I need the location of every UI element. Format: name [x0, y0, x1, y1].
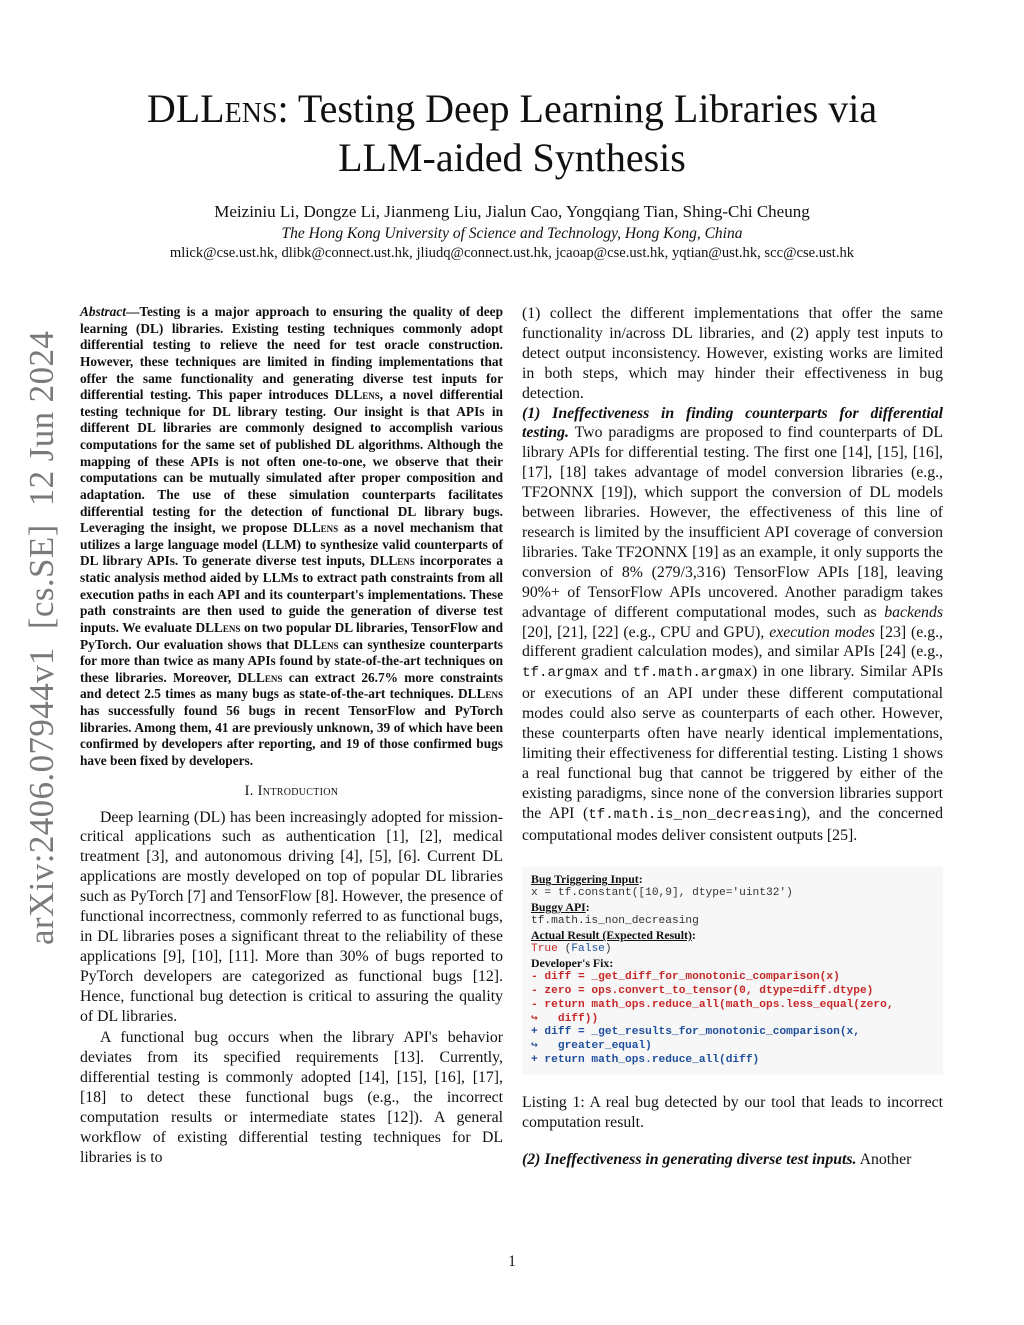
arxiv-category: [cs.SE]: [22, 524, 61, 630]
arxiv-side-stamp: [22, 330, 68, 945]
author-list: Meiziniu Li, Dongze Li, Jianmeng Liu, Jialun Cao, Yongqiang Tian, Shing-Chi Cheung: [214, 202, 810, 221]
listing-1-code-box: [522, 867, 943, 1075]
challenge-2-heading: (2) Ineffectiveness in generating diverse test inputs.: [522, 1150, 857, 1168]
abstract-label: Abstract: [80, 304, 126, 319]
listing-fix-label: Developer's Fix:: [531, 955, 614, 970]
paper-title: [0, 84, 1024, 182]
left-column: [80, 304, 503, 1168]
intro-paragraph-2: A functional bug occurs when the library API's behavior deviates from its specified requirements [13]. Currently, differential testing is commonly adopted [14], [15], [16], [17], [18] to detect these functional bugs (e.g., the incorrect computation results or intermediate states [12]). A general workflow of existing differential testing techniques for DL libraries is to: [80, 1029, 503, 1166]
listing-added-line: + return math_ops.reduce_all(diff): [531, 1054, 760, 1067]
listing-result-code: True (False): [531, 943, 612, 955]
challenge-1-heading: (1) Ineffectiveness in finding counterparts for differential testing.: [522, 404, 943, 442]
listing-removed-line: - diff = _get_diff_for_monotonic_comparison(x): [531, 970, 840, 983]
section-heading-introduction: I. Introduction: [244, 782, 339, 799]
abstract: Abstract—Testing is a major approach to ensuring the quality of deep learning (DL) libraries. Existing testing techniques commonly adopt differential testing to relieve the need for test oracle construction. However, these techniques are limited in finding implementations that offer the same functionality and generating diverse test inputs for differential testing. This paper introduces DLLens, a novel differential testing technique for DL library testing. Our insight is that APIs in different DL libraries are commonly designed to accomplish various computations for the same set of published DL algorithms. Although the mapping of these APIs is not often one-to-one, we observe that their computations can be mutually simulated after proper composition and adaptation. The use of these simulation counterparts facilitates differential testing for the detection of functional DL library bugs. Leveraging the insight, we propose DLLens as a novel mechanism that utilizes a large language model (LLM) to synthesize valid counterparts of DL library APIs. To generate diverse test inputs, DLLens incorporates a static analysis method aided by LLMs to extract path constraints from all execution paths in each API and its counterpart's implementations. These path constraints are then used to guide the generation of diverse test inputs. We evaluate DLLens on two popular DL libraries, TensorFlow and PyTorch. Our evaluation shows that DLLens can synthesize counterparts for more than twice as many APIs found by state-of-the-art techniques on these libraries. Moreover, DLLens can extract 26.7% more constraints and detect 2.5 times as many bugs as state-of-the-art techniques. DLLens has successfully found 56 bugs in recent TensorFlow and PyTorch libraries. Among them, 41 are previously unknown, 39 of which have been confirmed by developers after reporting, and 19 of those confirmed bugs have been fixed by developers.: [80, 304, 504, 768]
listing-removed-line: - zero = ops.convert_to_tensor(0, dtype=diff.dtype): [531, 984, 874, 997]
listing-result-label: Actual Result (Expected Result):: [531, 928, 696, 943]
listing-added-line-cont: ↪ greater_equal): [531, 1040, 652, 1053]
intro-paragraph-1: Deep learning (DL) has been increasingly adopted for mission-critical applications such as authentication [1], [2], medical treatment [3], and autonomous driving [4], [5], [6]. Current DL applications are mostly developed on top of popular DL libraries such as PyTorch [7] and TensorFlow [8]. However, the presence of functional incorrectness, commonly referred to as functional bugs, in DL libraries poses a significant threat to the reliability of these applications [9], [10], [11]. More than 30% of bugs reported to PyTorch developers are categorized as functional bugs [12]. Hence, functional bug detection is critical to assuring the quality of DL libraries.: [80, 808, 503, 1025]
affiliation: The Hong Kong University of Science and Technology, Hong Kong, China: [281, 225, 743, 242]
listing-1-caption: Listing 1: A real bug detected by our tool that leads to incorrect computation result.: [522, 1094, 943, 1132]
title-name: DLLens: [146, 86, 278, 131]
listing-input-code: x = tf.constant([10,9], dtype='uint32'): [531, 887, 793, 900]
listing-api-label: Buggy API:: [531, 900, 590, 915]
title-line1: : Testing Deep Learning Libraries via: [277, 86, 878, 131]
author-emails: mlick@cse.ust.hk, dlibk@connect.ust.hk, jliudq@connect.ust.hk, jcaoap@cse.ust.hk, yqtian@ust.hk, scc@cse.ust.hk: [169, 245, 855, 261]
listing-input-label: Bug Triggering Input:: [531, 872, 643, 887]
challenge-1-paragraph: (1) Ineffectiveness in finding counterparts for differential testing. Two paradigms are proposed to find counterparts of DL library APIs for differential testing. The first one [14], [15], [16], [17], [18] takes advantage of model conversion libraries (e.g., TF2ONNX [19]), which support the conversion of DL models between libraries. However, the effectiveness of this line of research is limited by the insufficient API coverage of conversion libraries. Take TF2ONNX [19] as an example, it only supports the conversion of 8% (279/3,316) TensorFlow APIs [18], leaving 90%+ of TensorFlow APIs uncovered. Another paradigm takes advantage of different computational modes, such as backends [20], [21], [22] (e.g., CPU and GPU), execution modes [23] (e.g., different gradient calculation modes), and similar APIs [24] (e.g., tf.argmax and tf.math.argmax) in one library. Similar APIs or executions of an API under these different computational modes could also serve as counterparts of each other. However, these counterparts often have nearly identical implementations, limiting their effectiveness for differential testing. Listing 1 shows a real functional bug that cannot be triggered by either of the existing paradigms, since none of the conversion libraries support the API (tf.math.is_non_decreasing), and the concerned computational modes deliver consistent outputs [25].: [522, 404, 944, 844]
listing-removed-line: - return math_ops.reduce_all(math_ops.less_equal(zero,: [531, 998, 894, 1011]
title-line2: LLM-aided Synthesis: [338, 135, 686, 180]
challenge-2-paragraph: (2) Ineffectiveness in generating diverse test inputs. Another: [522, 1150, 912, 1168]
right-column: [522, 304, 943, 1170]
listing-api-code: tf.math.is_non_decreasing: [531, 915, 699, 928]
listing-added-line: + diff = _get_results_for_monotonic_comparison(x,: [531, 1026, 860, 1039]
workflow-paragraph: (1) collect the different implementations that offer the same functionality in/across DL libraries, and (2) apply test inputs to detect output inconsistency. However, existing works are limited in both steps, which may hinder their effectiveness in bug detection.: [522, 305, 943, 402]
page-number: 1: [508, 1253, 516, 1270]
listing-removed-line-cont: ↪ diff)): [531, 1012, 599, 1025]
arxiv-date: 12 Jun 2024: [22, 330, 61, 507]
arxiv-id: arXiv:2406.07944v1: [22, 647, 61, 945]
